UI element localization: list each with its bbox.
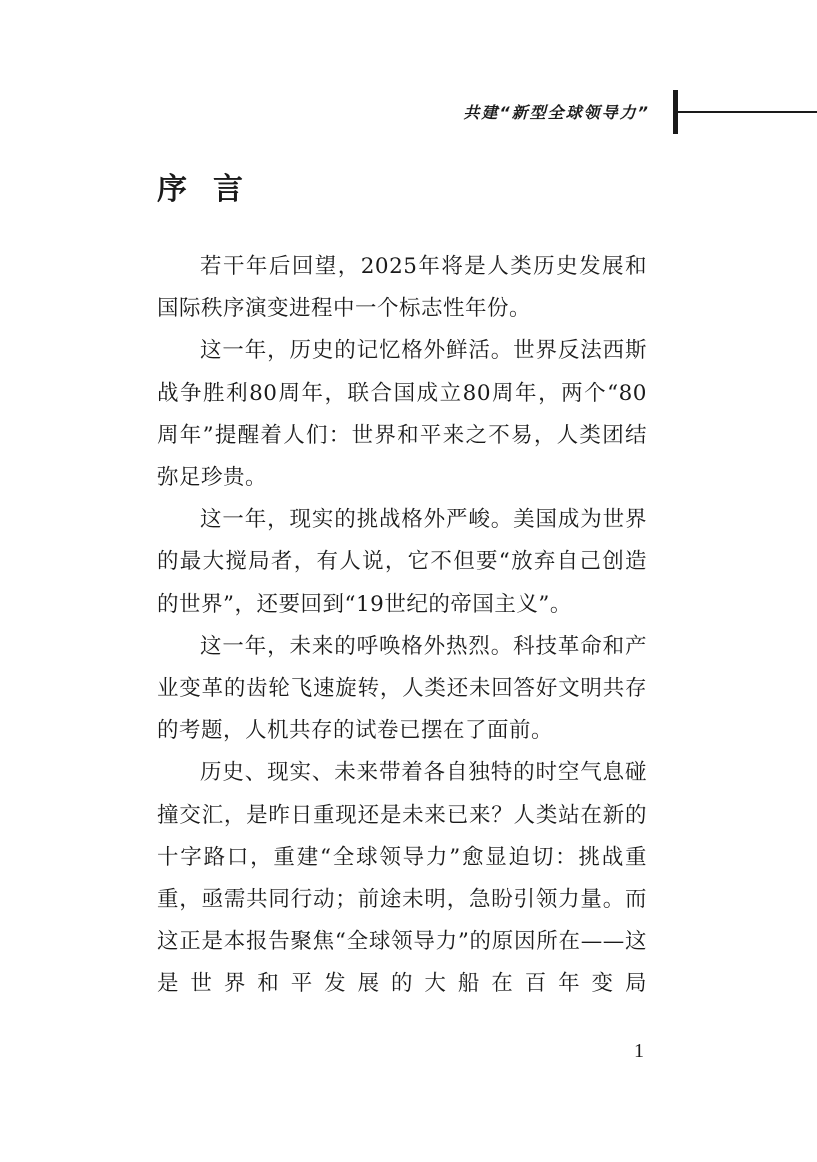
chapter-title: 序言 (157, 172, 269, 207)
body-text (157, 246, 647, 1006)
paragraph-3: 这一年，现实的挑战格外严峻。美国成为世界的最大搅局者，有人说，它不但要“放弃自己创造的世界”，还要回到“19世纪的帝国主义”。 (157, 507, 647, 617)
running-header: 共建“新型全球领导力” (463, 103, 650, 122)
page-number: 1 (634, 1040, 644, 1062)
paragraph-1: 若干年后回望，2025年将是人类历史发展和国际秩序演变进程中一个标志性年份。 (157, 254, 647, 322)
paragraph-2: 这一年，历史的记忆格外鲜活。世界反法西斯战争胜利80周年，联合国成立80周年，两个“80周年”提醒着人们：世界和平来之不易，人类团结弥足珍贵。 (157, 338, 647, 491)
header-rule (678, 111, 817, 113)
paragraph-5: 历史、现实、未来带着各自独特的时空气息碰撞交汇，是昨日重现还是未来已来？人类站在新的十字路口，重建“全球领导力”愈显迫切：挑战重重，亟需共同行动；前途未明，急盼引领力量。而这正是本报告聚焦“全球领导力”的原因所在——这是世界和平发展的大船在百年变局 (157, 760, 647, 997)
paragraph-4: 这一年，未来的呼唤格外热烈。科技革命和产业变革的齿轮飞速旋转，人类还未回答好文明共存的考题，人机共存的试卷已摆在了面前。 (157, 633, 647, 744)
